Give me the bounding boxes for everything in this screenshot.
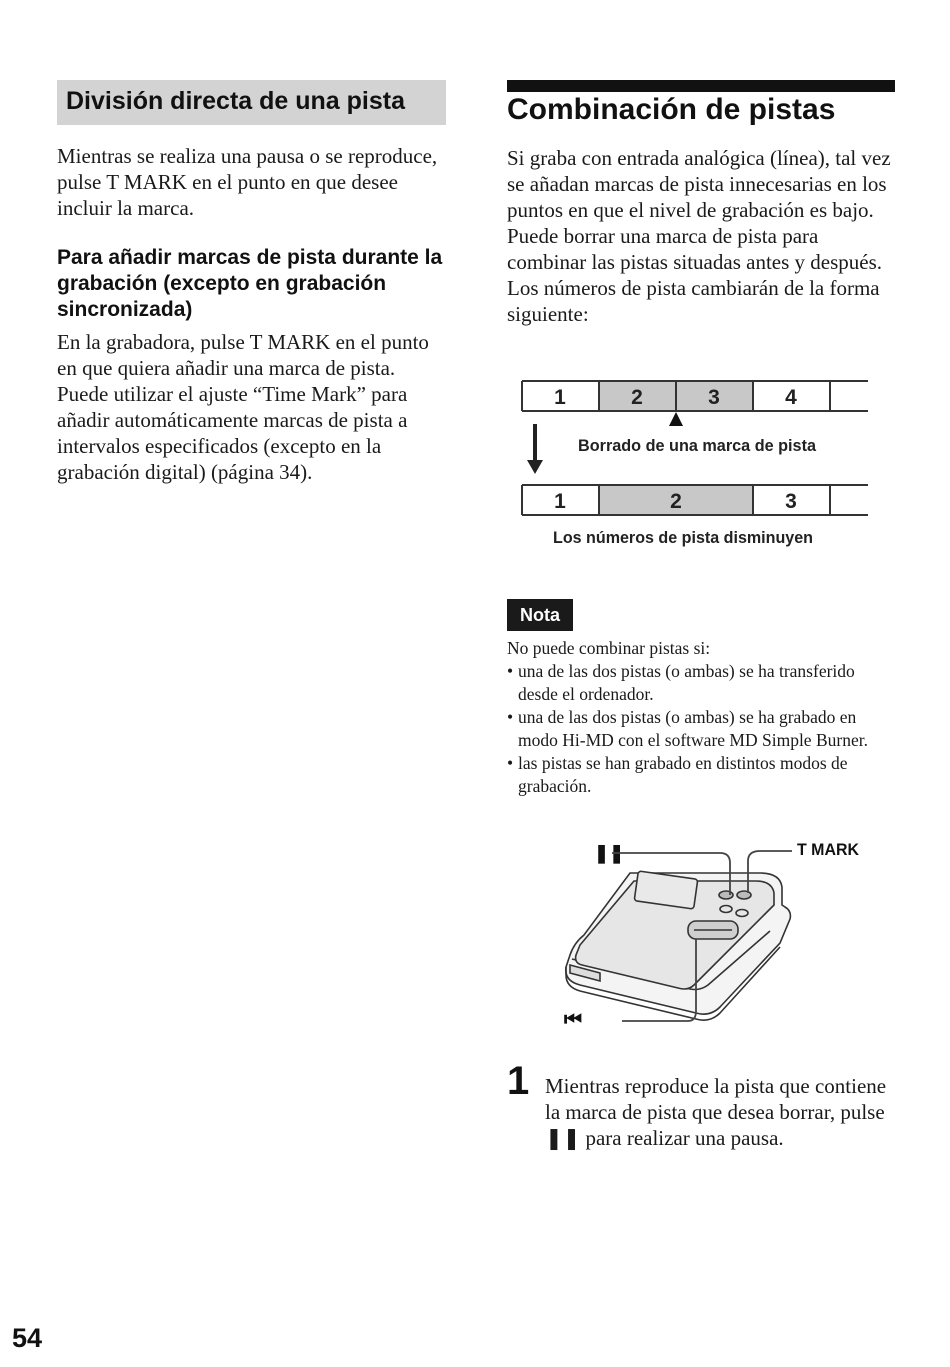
note-badge: Nota	[507, 599, 573, 631]
track-mark-triangle-icon	[669, 412, 683, 426]
minidisc-recorder-illustration	[560, 835, 870, 1035]
add-marks-body	[57, 329, 452, 485]
note-item	[507, 660, 897, 706]
diagram-caption: Los números de pista disminuyen	[553, 528, 813, 547]
note-item-text: las pistas se han grabado en distintos modos de grabación.	[518, 753, 848, 796]
note-body	[507, 637, 897, 798]
down-arrow-icon	[527, 424, 543, 474]
bullet-icon: •	[507, 707, 514, 727]
arrow-label: Borrado de una marca de pista	[578, 436, 817, 455]
subheading-add-marks: Para añadir marcas de pista durante la grabación (excepto en grabación sincronizada)	[57, 246, 443, 321]
track-combine-diagram	[520, 378, 870, 558]
after-track-3: 3	[785, 490, 797, 513]
before-track-row	[522, 381, 868, 411]
body-paragraph-1: En la grabadora, pulse T MARK en el punto en que quiera añadir una marca de pista.	[57, 330, 429, 380]
prev-track-icon: ⏮	[564, 1007, 582, 1031]
body-paragraph-2: Puede utilizar el ajuste “Time Mark” para añadir automáticamente marcas de pista a intervalos especificados (excepto en la grabación digital) (página 34).	[57, 382, 408, 484]
note-list	[507, 660, 897, 798]
pause-icon: ❚❚	[594, 843, 625, 863]
step-1-text	[545, 1073, 895, 1152]
note-item-text: una de las dos pistas (o ambas) se ha transferido desde el ordenador.	[518, 661, 855, 704]
section-header-direct-split	[57, 80, 446, 125]
page-title: Combinación de pistas	[507, 93, 836, 126]
tmark-label: T MARK	[797, 840, 860, 859]
before-track-4: 4	[785, 386, 797, 409]
after-track-2: 2	[670, 490, 682, 513]
step-number: 1	[507, 1059, 530, 1103]
note-item	[507, 752, 897, 798]
after-track-row	[522, 485, 868, 515]
device-body	[566, 871, 791, 1020]
step-text-after: para realizar una pausa.	[580, 1126, 784, 1150]
after-track-1: 1	[554, 490, 566, 513]
combine-intro	[507, 145, 899, 327]
before-track-2: 2	[631, 386, 643, 409]
combine-paragraph-1: Si graba con entrada analógica (línea), tal vez se añadan marcas de pista innecesarias en los puntos en que el nivel de grabación es bajo. Puede borrar una marca de pista para combinar las pistas situadas antes y después.	[507, 146, 891, 274]
before-track-3: 3	[708, 386, 720, 409]
bullet-icon: •	[507, 661, 514, 681]
intro-paragraph: Mientras se realiza una pausa o se reproduce, pulse T MARK en el punto en que desee incluir la marca.	[57, 144, 438, 220]
note-intro: No puede combinar pistas si:	[507, 638, 711, 658]
combine-paragraph-2: Los números de pista cambiarán de la forma siguiente:	[507, 276, 880, 326]
before-track-1: 1	[554, 386, 566, 409]
title-rule	[507, 80, 895, 92]
step-text-before: Mientras reproduce la pista que contiene la marca de pista que desea borrar, pulse	[545, 1074, 887, 1124]
note-item-text: una de las dos pistas (o ambas) se ha grabado en modo Hi-MD con el software MD Simple Burner.	[518, 707, 868, 750]
page-number: 54	[12, 1323, 43, 1353]
pause-symbol-icon: ❚❚	[545, 1127, 581, 1150]
bullet-icon: •	[507, 753, 514, 773]
note-item	[507, 706, 897, 752]
section-title: División directa de una pista	[66, 87, 405, 115]
